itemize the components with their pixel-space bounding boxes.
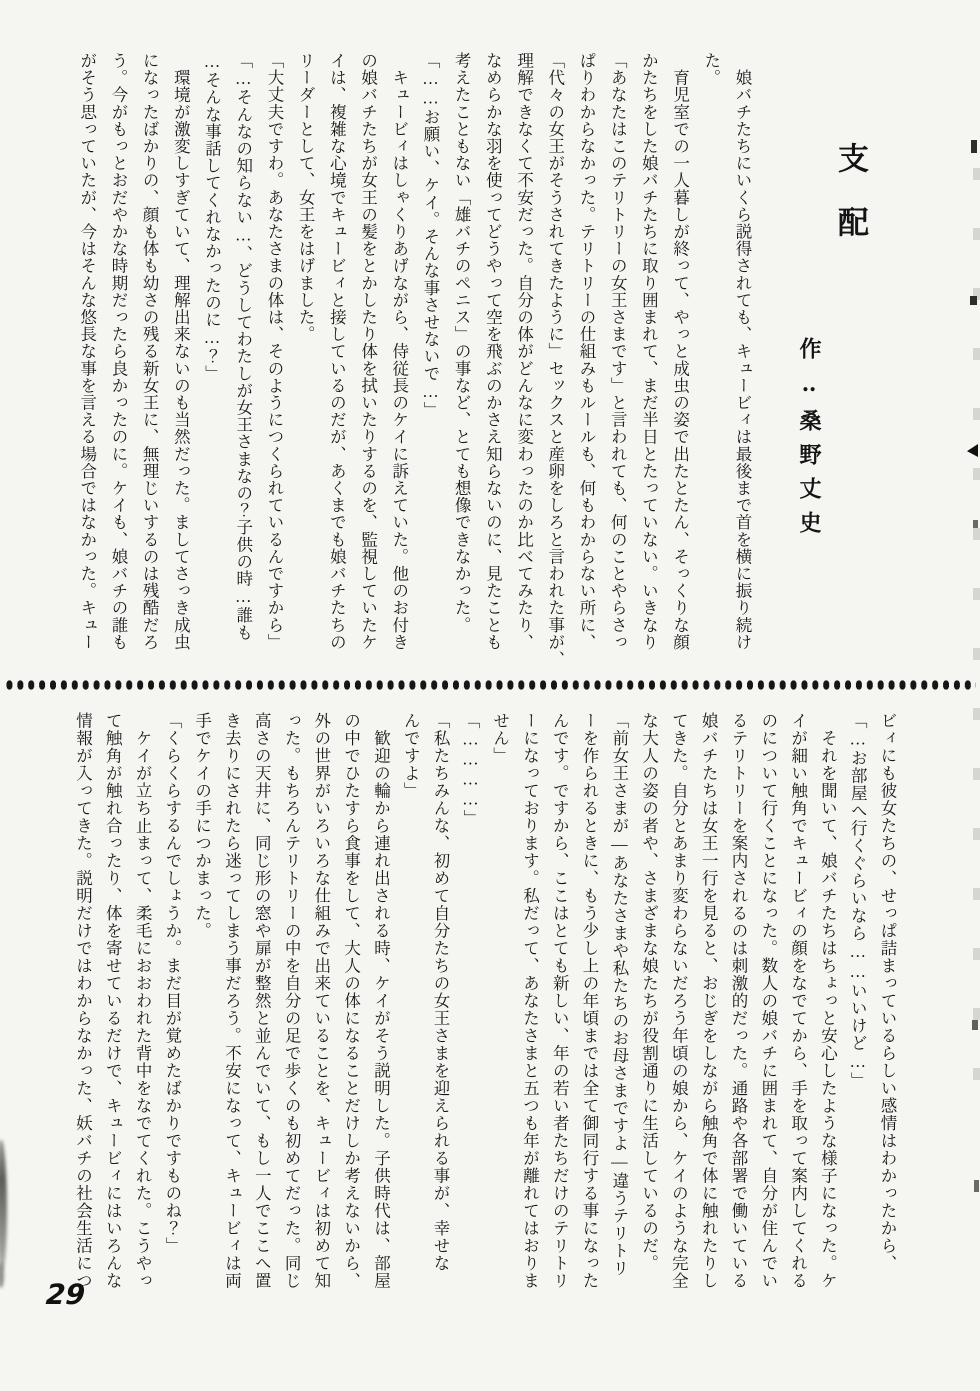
text-line: 「…お部屋へ行くぐらいなら……いいけど…」	[848, 712, 868, 1090]
dotted-divider	[4, 678, 976, 692]
text-line: 「…………」	[460, 712, 480, 827]
text-line: 「…そんなの知らない…、どうしてわたしが女王さまなの？子供の時…誰も	[233, 52, 253, 641]
text-line: んです。ですから、ここはとても新しい、年の若い者たちだけのテリトリ	[550, 712, 570, 1290]
text-line: ケイが立ち止まって、柔毛におおわれた背中をなでてくれた。こうやっ	[133, 712, 153, 1290]
text-line: 「前女王さまが―あなたさまや私たちのお母さまですよ―違うテリトリ	[609, 712, 629, 1277]
text-line: てきた。自分とあまり変わらないだろう年頃の娘から、ケイのような完全	[669, 712, 689, 1290]
text-line: 「代々の女王がそうされてきたように」セックスと産卵をしろと言われた事が、	[545, 52, 565, 668]
text-line: 手でケイの手につかまった。	[192, 712, 212, 940]
text-line: 「……お願い、ケイ。そんな事させないで…」	[420, 52, 440, 419]
text-line: 外の世界がいろいろな仕組みで出来ていることを、キュービィは初めて知	[311, 712, 331, 1290]
story-text-top-block	[72, 52, 758, 670]
edge-fragment	[971, 140, 977, 153]
text-line: の中でひたすら食事をして、大人の体になることだけしか考えないから、	[341, 712, 361, 1290]
text-line: イが細い触角でキュービィの顔をなでてから、手を取って案内してくれる	[788, 712, 808, 1290]
text-line: になったばかりの、顔も体も幼さの残る新女王に、無理じいするのは残酷だろ	[140, 52, 160, 651]
story-text-bottom-block	[68, 712, 902, 1308]
binding-smudge	[0, 1140, 7, 1270]
text-line: の娘バチたちが女王の髪をとかしたり体を拭いたりするのを、監視していたケ	[358, 52, 378, 651]
edge-fragment	[972, 1020, 978, 1030]
text-line: せん」	[490, 712, 510, 765]
text-line: キュービィはしゃくりあげながら、侍従長のケイに訴えていた。他のお付き	[389, 52, 409, 651]
text-line: がそう思っていたが、今はそんな悠長な事を言える場合ではなかった。キュー	[77, 52, 97, 651]
text-line: った。もちろんテリトリーの中を自分の足で歩くのも初めてだった。同じ	[282, 712, 302, 1290]
text-line: 環境が激変しすぎていて、理解出来ないのも当然だった。ましてさっき成虫	[171, 52, 191, 651]
text-line: 「くらくらするんでしょうか。まだ目が覚めたばかりですものね？」	[162, 712, 182, 1255]
text-line: 歓迎の輪から連れ出される時、ケイがそう説明した。子供時代は、部屋	[371, 712, 391, 1290]
edge-fragment	[970, 296, 977, 305]
text-line: ーを作られるときに、もう少し上の年頃までは全て御同行する事になった	[580, 712, 600, 1290]
text-line: なめらかな羽を使ってどうやって空を飛ぶのかさえ知らないのに、見たことも	[483, 52, 503, 651]
text-line: ビィにも彼女たちの、せっぱ詰まっているらしい感情はわかったから、	[878, 712, 897, 1272]
text-line: リーダーとして、女王をはげました。	[296, 52, 316, 343]
text-line: 理解できなくて不安だった。自分の体がどんなに変わったのか比べてみたり、	[514, 52, 534, 651]
page-edge-bleed	[973, 120, 980, 1080]
text-line: イは、複雑な心境でキュービィと接しているのだが、あくまでも娘バチたちの	[327, 52, 347, 651]
story-title: 支配	[833, 142, 868, 270]
text-line: う。今がもっとおだやかな時期だったら良かったのに。ケイも、娘バチの誰も	[108, 52, 128, 651]
text-line: き去りにされたら迷ってしまう事だろう。不安になって、キュービィは両	[222, 712, 242, 1290]
text-line: 「大丈夫ですわ。あなたさまの体は、そのようにつくられているんですから」	[264, 52, 284, 651]
edge-fragment	[974, 1180, 979, 1192]
text-line: た。	[701, 52, 721, 87]
text-line: 考えたこともない「雄バチのペニス」の事など、とても想像できなかった。	[452, 52, 472, 634]
text-line: それを聞いて、娘バチたちはちょっと安心したような様子になった。ケ	[818, 712, 838, 1290]
text-line: ーになっております。私だって、あなたさまと五つも年が離れてはおりま	[520, 712, 540, 1290]
text-line: かたちをした娘バチたちに取り囲まれて、まだ半日とたっていない。いきなり	[639, 52, 659, 651]
text-line: 育児室での一人暮しが終って、やっと成虫の姿で出たとたん、そっくりな顔	[670, 52, 690, 651]
text-line: 「私たちみんな、初めて自分たちの女王さまを迎えられる事が、幸せな	[431, 712, 451, 1272]
text-line: るテリトリーを案内されるのは刺激的だった。通路や各部署で働いている	[729, 712, 749, 1290]
text-line: のについて行くことになった。数人の娘バチに囲まれて、自分が住んでい	[758, 712, 778, 1290]
text-line: …そんな事話してくれなかったのに…？」	[202, 52, 222, 382]
page-number: 29	[44, 1278, 87, 1311]
text-line: んですよ」	[401, 712, 421, 800]
text-line: て触角が触れ合ったり、体を寄せているだけで、キュービィにはいろんな	[103, 712, 123, 1290]
text-line: 「あなたはこのテリトリーの女王さまです」と言われても、何のことやらさっ	[608, 52, 628, 651]
text-line: 高さの天井に、同じ形の窓や扉が整然と並んでいて、もし一人でここへ置	[252, 712, 272, 1290]
text-line: な大人の姿の者や、さまざまな娘たちが役割通りに生活しているのだ。	[639, 712, 659, 1272]
text-line: 娘バチたちは女王一行を見ると、おじぎをしながら触角で体に触れたりし	[699, 712, 719, 1290]
story-author: 作‥桑野丈史	[797, 337, 822, 545]
text-line: ぱりわからなかった。テリトリーの仕組みもルールも、何もわからない所に、	[576, 52, 596, 651]
text-line: 娘バチたちにいくら説得されても、キュービィは最後まで首を横に振り続け	[733, 52, 752, 651]
edge-fragment	[973, 520, 978, 528]
text-line: 情報が入ってきた。説明だけではわからなかった、妖バチの社会生活につ	[73, 712, 93, 1290]
